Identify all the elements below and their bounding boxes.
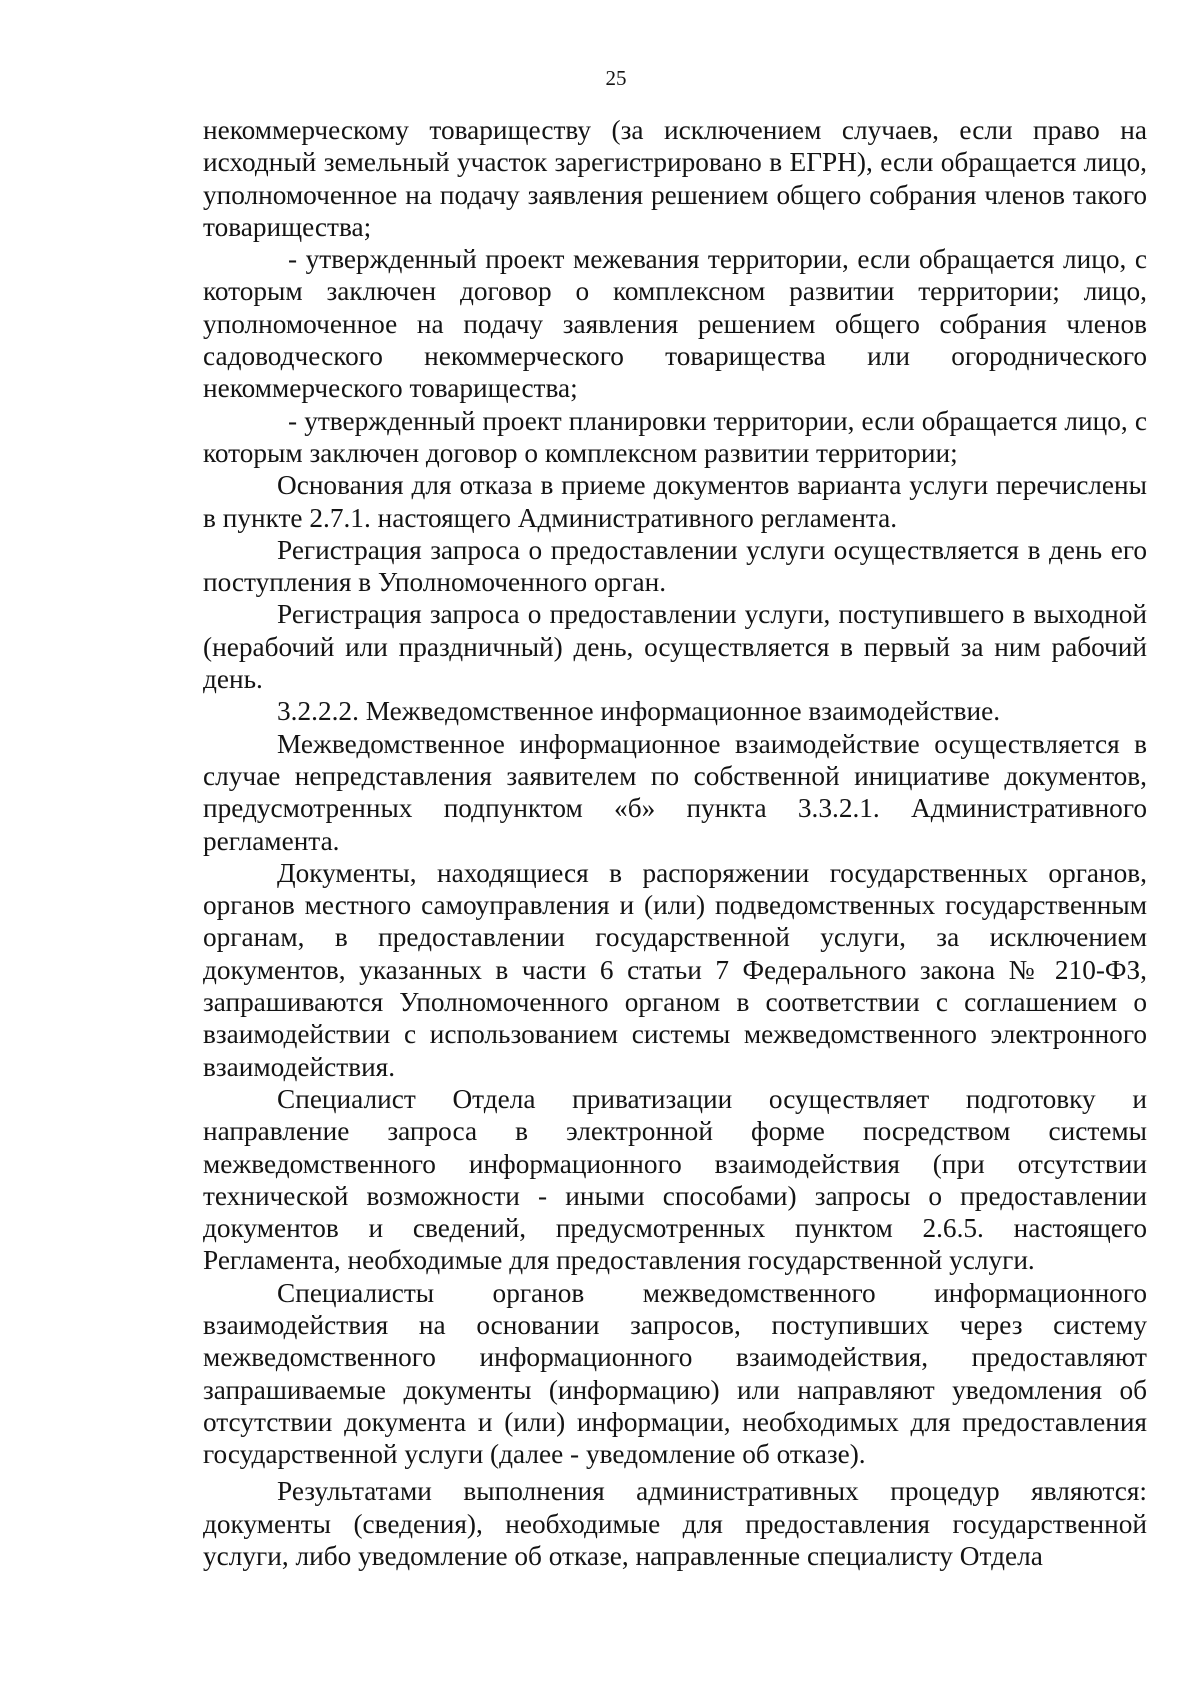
paragraph-list-item-planning-project: - утвержденный проект планировки территории, если обращается лицо, с которым заключен договор о комплексном развитии территории; (203, 405, 1147, 468)
page-number: 25 (605, 66, 627, 90)
paragraph-documents-requested: Документы, находящиеся в распоряжении государственных органов, органов местного самоуправления и (или) подведомственных государственным органам, в предоставлении государственной услуги, за исключением документов, указанных в части 6 статьи 7 Федерального закона № 210-ФЗ, запрашиваются Уполномоченного органом в соответствии с соглашением о взаимодействии с использованием системы межведомственного электронного взаимодействия. (203, 857, 1147, 1082)
section-heading-interagency: 3.2.2.2. Межведомственное информационное взаимодействие. (277, 696, 1001, 727)
paragraph-specialists-response: Специалисты органов межведомственного информационного взаимодействия на основании запросов, поступивших через систему межведомственного информационного взаимодействия, предоставляют запрашиваемые документы (информацию) или направляют уведомления об отсутствии документа и (или) информации, необходимых для предоставления государственной услуги (далее - уведомление об отказе). (203, 1277, 1147, 1470)
paragraph-interagency-cases: Межведомственное информационное взаимодействие осуществляется в случае непредставления заявителем по собственной инициативе документов, предусмотренных подпунктом «б» пункта 3.3.2.1. Административного регламента. (203, 728, 1147, 856)
paragraph-refusal-grounds: Основания для отказа в приеме документов варианта услуги перечислены в пункте 2.7.1. настоящего Административного регламента. (203, 470, 1147, 533)
paragraph-specialist-request: Специалист Отдела приватизации осуществляет подготовку и направление запроса в электронной форме посредством системы межведомственного информационного взаимодействия (при отсутствии технической возможности - иными способами) запросы о предоставлении документов и сведений, предусмотренных пунктом 2.6.5. настоящего Регламента, необходимые для предоставления государственной услуги. (203, 1083, 1147, 1276)
paragraph-list-item-surveying-project: - утвержденный проект межевания территории, если обращается лицо, с которым заключен договор о комплексном развитии территории; лицо, уполномоченное на подачу заявления решением общего собрания членов садоводческого некоммерческого товарищества или огороднического некоммерческого товарищества; (203, 244, 1147, 404)
paragraph-registration: Регистрация запроса о предоставлении услуги осуществляется в день его поступления в Уполномоченного орган. (203, 534, 1147, 598)
paragraph-results: Результатами выполнения административных процедур являются: документы (сведения), необходимые для предоставления государственной услуги, либо уведомление об отказе, направленные специалисту Отдела (203, 1476, 1147, 1572)
paragraph-registration-holiday: Регистрация запроса о предоставлении услуги, поступившего в выходной (нерабочий или праздничный) день, осуществляется в первый за ним рабочий день. (203, 599, 1147, 695)
paragraph-continuation: некоммерческому товариществу (за исключением случаев, если право на исходный земельный участок зарегистрировано в ЕГРН), если обращается лицо, уполномоченное на подачу заявления решением общего собрания членов такого товарищества; (203, 115, 1147, 242)
document-body (203, 114, 1147, 1572)
